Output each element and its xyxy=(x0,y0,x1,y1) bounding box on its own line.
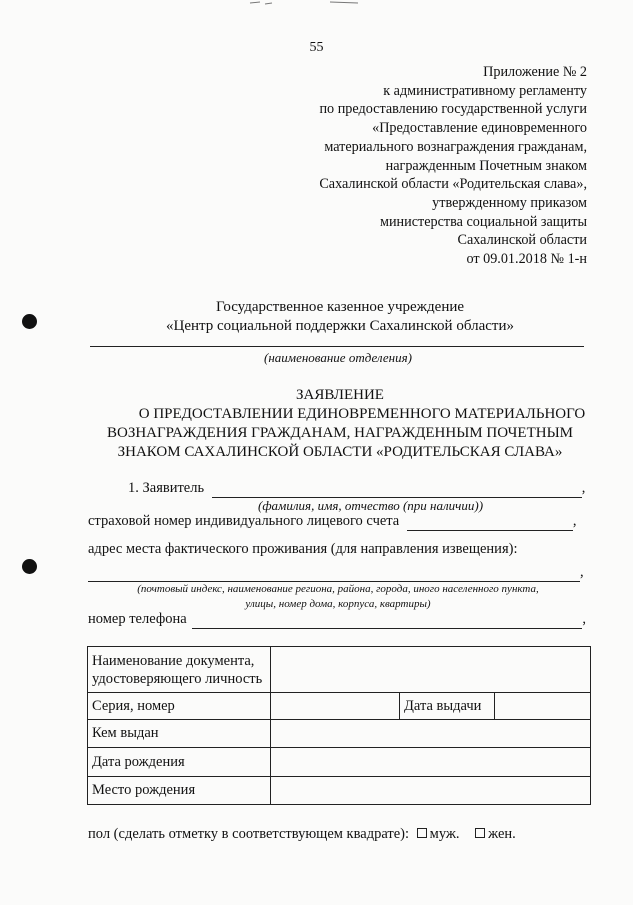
appendix-line: Сахалинской области «Родительская слава», xyxy=(319,176,587,193)
table-row xyxy=(88,693,591,720)
applicant-name-field[interactable] xyxy=(212,480,582,498)
issue-date-cell[interactable] xyxy=(495,693,591,720)
comma: , xyxy=(581,480,586,496)
birth-place-cell[interactable] xyxy=(271,777,591,805)
title-line-2: ВОЗНАГРАЖДЕНИЯ ГРАЖДАНАМ, НАГРАЖДЕННЫМ ПОЧЕТНЫМ xyxy=(106,425,573,441)
snils-field[interactable] xyxy=(407,513,573,531)
scan-artifact xyxy=(230,0,380,8)
title-line-1: О ПРЕДОСТАВЛЕНИИ ЕДИНОВРЕМЕННОГО МАТЕРИАЛЬНОГО xyxy=(138,406,586,422)
appendix-line: Приложение № 2 xyxy=(483,64,587,80)
gender-row xyxy=(88,826,516,843)
comma: , xyxy=(572,513,577,529)
appendix-line: материального вознаграждения гражданам, xyxy=(324,138,587,155)
appendix-line: награжденным Почетным знаком xyxy=(385,157,587,174)
table-row xyxy=(88,720,591,748)
department-fill-line[interactable] xyxy=(90,346,584,347)
institution-line-2: «Центр социальной поддержки Сахалинской области» xyxy=(166,317,514,334)
address-field[interactable] xyxy=(88,564,580,582)
page-number: 55 xyxy=(309,40,324,55)
appendix-line: к административному регламенту xyxy=(383,82,587,99)
birth-date-cell[interactable] xyxy=(271,748,591,777)
phone-row xyxy=(88,611,586,629)
title-line-3: ЗНАКОМ САХАЛИНСКОЙ ОБЛАСТИ «РОДИТЕЛЬСКАЯ СЛАВА» xyxy=(117,444,563,460)
series-number-cell[interactable] xyxy=(271,693,400,720)
appendix-line: по предоставлению государственной услуги xyxy=(319,101,587,118)
department-caption: (наименование отделения) xyxy=(264,350,412,365)
appendix-line: «Предоставление единовременного xyxy=(372,120,587,137)
document-title xyxy=(90,386,590,462)
applicant-row xyxy=(128,480,585,498)
phone-label: номер телефона xyxy=(88,611,187,627)
series-number-label: Серия, номер xyxy=(88,693,271,720)
address-caption xyxy=(88,582,588,612)
institution-name xyxy=(0,298,633,335)
gender-label: пол (сделать отметку в соответствующем квадрате): xyxy=(88,826,410,842)
appendix-line: от 09.01.2018 № 1-н xyxy=(466,251,587,268)
appendix-block xyxy=(319,63,587,269)
birth-place-label: Место рождения xyxy=(88,777,271,805)
snils-row xyxy=(88,513,577,531)
appendix-line: Сахалинской области xyxy=(457,232,587,249)
comma: , xyxy=(582,611,586,627)
title-heading: ЗАЯВЛЕНИЕ xyxy=(296,387,384,403)
doc-name-cell[interactable] xyxy=(271,647,591,693)
address-row xyxy=(88,564,584,582)
male-checkbox[interactable] xyxy=(417,828,427,838)
issued-by-cell[interactable] xyxy=(271,720,591,748)
female-checkbox[interactable] xyxy=(475,828,485,838)
table-row xyxy=(88,647,591,693)
snils-label: страховой номер индивидуального лицевого счета xyxy=(88,513,400,529)
institution-line-1: Государственное казенное учреждение xyxy=(215,299,465,315)
male-label: муж. xyxy=(429,826,460,842)
address-caption-line-1: (почтовый индекс, наименование региона, района, города, иного населенного пункта, xyxy=(137,583,539,595)
table-row xyxy=(88,777,591,805)
appendix-line: утвержденному приказом xyxy=(432,194,587,211)
punch-hole-bottom xyxy=(22,559,37,574)
female-label: жен. xyxy=(488,826,516,842)
phone-field[interactable] xyxy=(192,611,582,629)
doc-name-label-line-2: удостоверяющего личность xyxy=(92,670,263,687)
issue-date-label: Дата выдачи xyxy=(400,693,495,720)
issued-by-label: Кем выдан xyxy=(88,720,271,748)
doc-name-label xyxy=(88,647,271,693)
comma: , xyxy=(580,564,584,580)
address-label: адрес места фактического проживания (для направления извещения): xyxy=(88,541,518,557)
doc-name-label-line-1: Наименование документа, xyxy=(92,652,255,669)
birth-date-label: Дата рождения xyxy=(88,748,271,777)
address-caption-line-2: улицы, номер дома, корпуса, квартиры) xyxy=(245,598,431,610)
applicant-caption: (фамилия, имя, отчество (при наличии)) xyxy=(258,498,484,513)
identity-document-table xyxy=(87,646,591,805)
appendix-line: министерства социальной защиты xyxy=(379,213,587,230)
applicant-label: 1. Заявитель xyxy=(128,480,205,496)
table-row xyxy=(88,748,591,777)
